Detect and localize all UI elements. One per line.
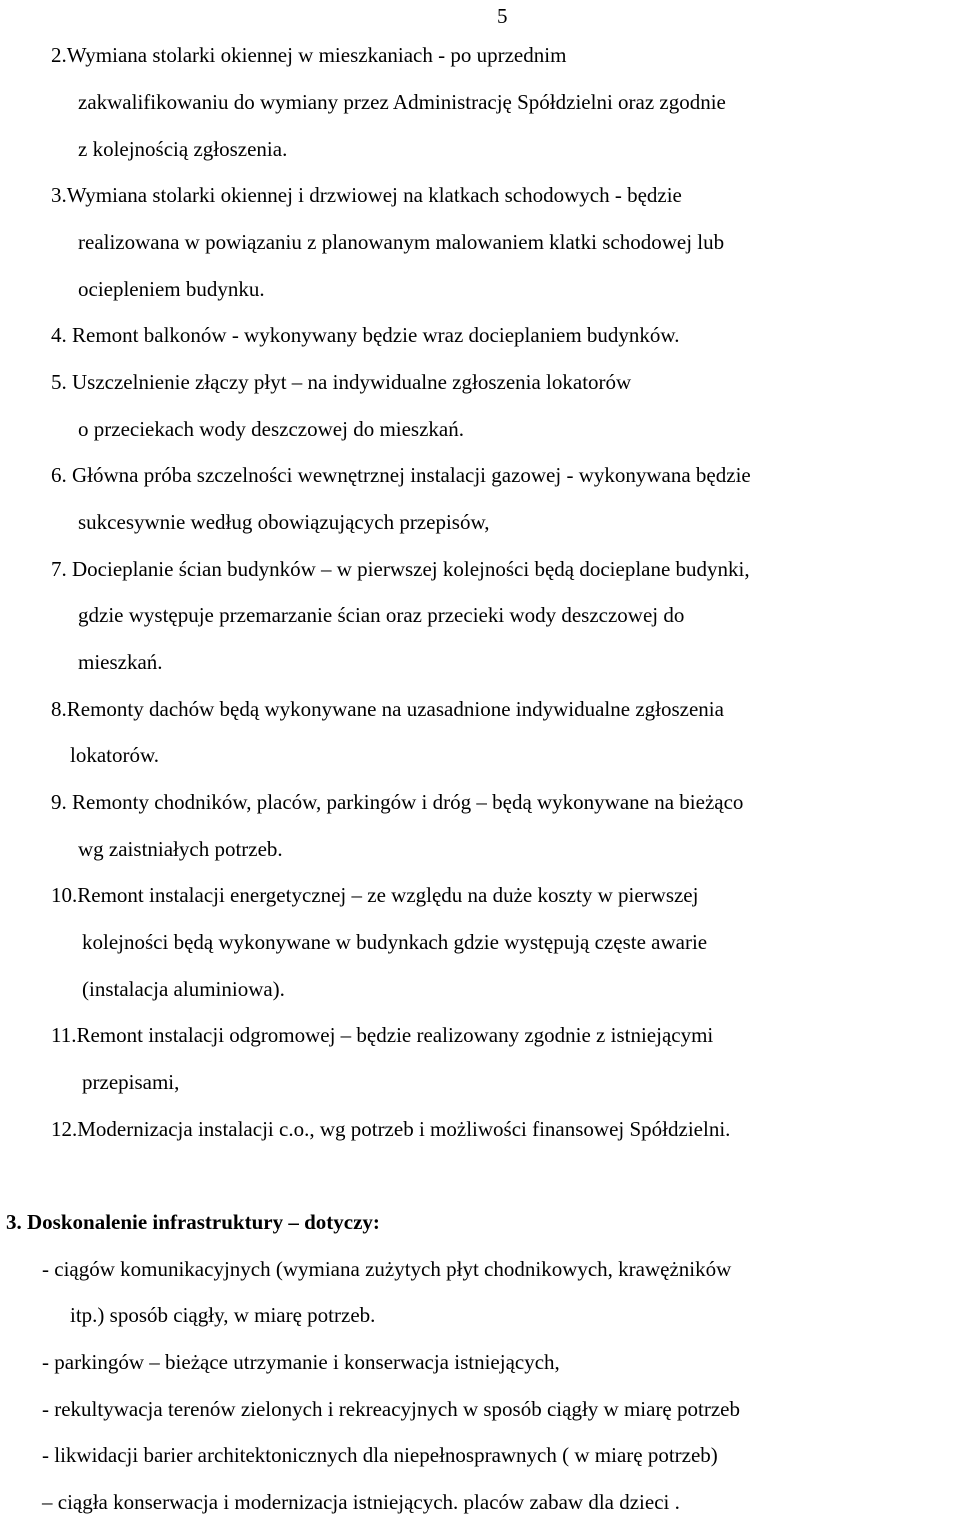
list-item-10-line-3: (instalacja aluminiowa). <box>82 977 285 1001</box>
list-item-11-line-1: 11.Remont instalacji odgromowej – będzie realizowany zgodnie z istniejącymi <box>51 1023 714 1047</box>
list-item-7-line-2: gdzie występuje przemarzanie ścian oraz przecieki wody deszczowej do <box>78 603 685 627</box>
list-item-11-line-2: przepisami, <box>82 1070 180 1094</box>
list-item-7-line-1: 7. Docieplanie ścian budynków – w pierwszej kolejności będą docieplane budynki, <box>51 557 750 581</box>
section-3-heading: 3. Doskonalenie infrastruktury – dotyczy: <box>6 1210 380 1234</box>
list-item-3-line-1: 3.Wymiana stolarki okiennej i drzwiowej na klatkach schodowych - będzie <box>51 183 682 207</box>
list-item-8-line-1: 8.Remonty dachów będą wykonywane na uzasadnione indywidualne zgłoszenia <box>51 697 724 721</box>
list-item-6-line-2: sukcesywnie według obowiązujących przepisów, <box>78 510 490 534</box>
list-item-5-line-2: o przeciekach wody deszczowej do mieszkań. <box>78 417 464 441</box>
list-item-12-line-1: 12.Modernizacja instalacji c.o., wg potrzeb i możliwości finansowej Spółdzielni. <box>51 1117 731 1141</box>
list-item-9-line-1: 9. Remonty chodników, placów, parkingów i dróg – będą wykonywane na bieżąco <box>51 790 744 814</box>
list-item-10-line-2: kolejności będą wykonywane w budynkach gdzie występują częste awarie <box>82 930 708 954</box>
list-item-7-line-3: mieszkań. <box>78 650 163 674</box>
section-3-line-4: - rekultywacja terenów zielonych i rekreacyjnych w sposób ciągły w miarę potrzeb <box>42 1397 740 1421</box>
section-3-line-1: - ciągów komunikacyjnych (wymiana zużytych płyt chodnikowych, krawężników <box>42 1257 732 1281</box>
list-item-3-line-2: realizowana w powiązaniu z planowanym malowaniem klatki schodowej lub <box>78 230 725 254</box>
list-item-3-line-3: ociepleniem budynku. <box>78 277 265 301</box>
section-3-line-3: - parkingów – bieżące utrzymanie i konserwacja istniejących, <box>42 1350 560 1374</box>
list-item-8-line-2: lokatorów. <box>70 743 160 767</box>
list-item-2-line-1: 2.Wymiana stolarki okiennej w mieszkaniach - po uprzednim <box>51 43 567 67</box>
list-item-9-line-2: wg zaistniałych potrzeb. <box>78 837 283 861</box>
section-3-line-6: – ciągła konserwacja i modernizacja istniejących. placów zabaw dla dzieci . <box>42 1490 680 1514</box>
section-3-line-5: - likwidacji barier architektonicznych dla niepełnosprawnych ( w miarę potrzeb) <box>42 1443 718 1467</box>
list-item-4-line-1: 4. Remont balkonów - wykonywany będzie wraz docieplaniem budynków. <box>51 323 680 347</box>
list-item-2-line-2: zakwalifikowaniu do wymiany przez Administrację Spółdzielni oraz zgodnie <box>78 90 726 114</box>
section-3-line-2: itp.) sposób ciągły, w miarę potrzeb. <box>70 1303 376 1327</box>
page-number: 5 <box>497 4 508 28</box>
list-item-10-line-1: 10.Remont instalacji energetycznej – ze względu na duże koszty w pierwszej <box>51 883 699 907</box>
list-item-2-line-3: z kolejnością zgłoszenia. <box>78 137 288 161</box>
list-item-5-line-1: 5. Uszczelnienie złączy płyt – na indywidualne zgłoszenia lokatorów <box>51 370 632 394</box>
list-item-6-line-1: 6. Główna próba szczelności wewnętrznej instalacji gazowej - wykonywana będzie <box>51 463 751 487</box>
